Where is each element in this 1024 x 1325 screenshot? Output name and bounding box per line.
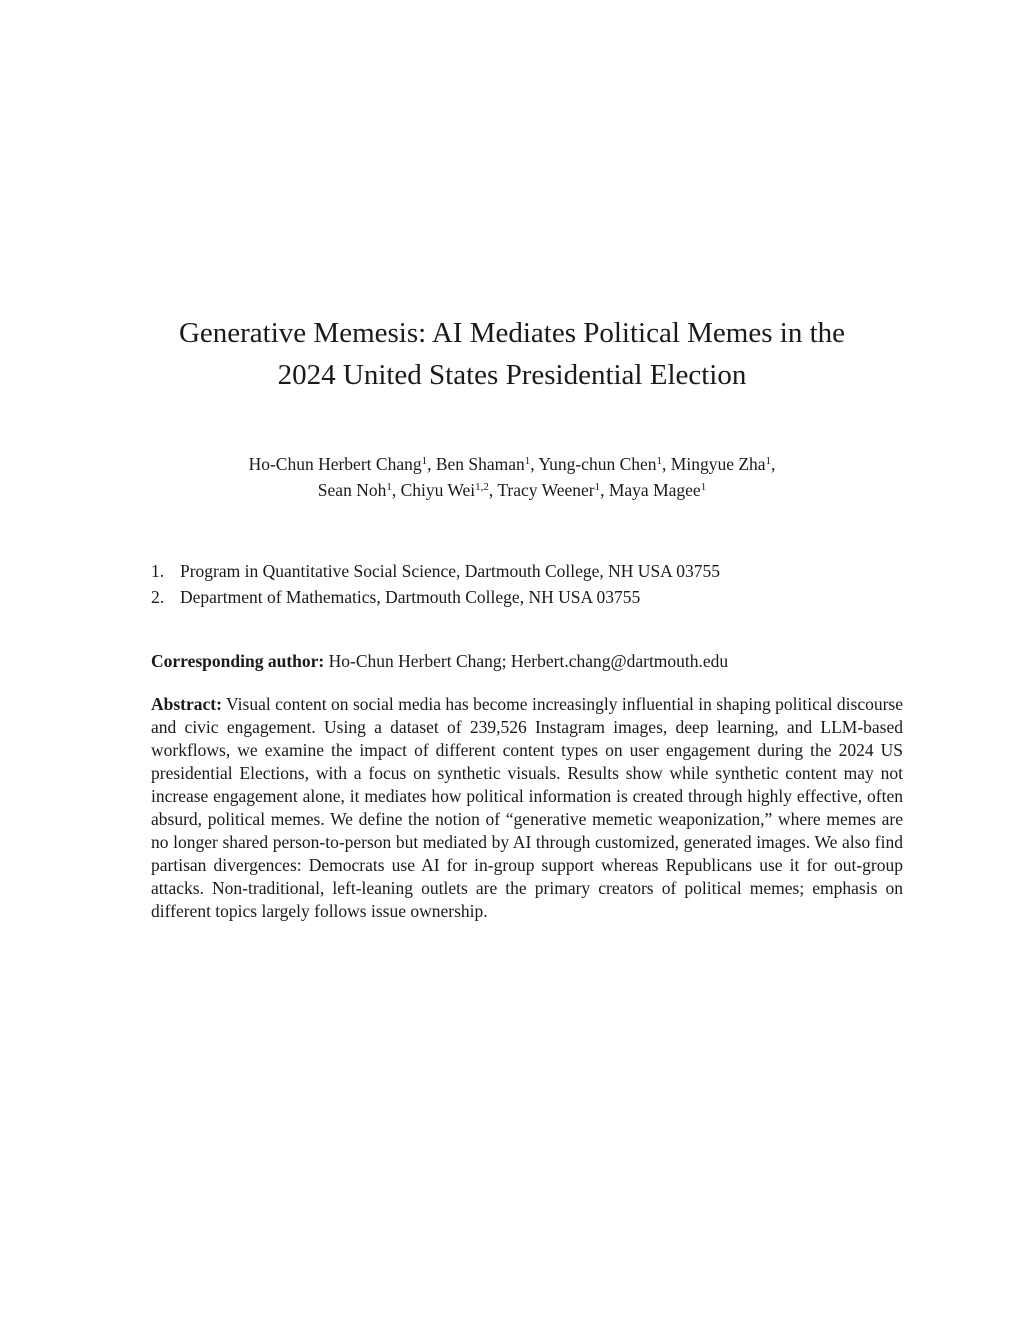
affiliation-list <box>151 558 911 610</box>
affiliation-number: 2. <box>151 587 165 607</box>
affiliation-text: Department of Mathematics, Dartmouth College, NH USA 03755 <box>180 587 641 607</box>
corresponding-author <box>151 648 911 674</box>
abstract <box>151 693 903 923</box>
paper-title <box>100 312 924 396</box>
author: Maya Magee$^1$ <box>608 480 707 500</box>
affiliation-text: Program in Quantitative Social Science, Dartmouth College, NH USA 03755 <box>180 561 720 581</box>
corresponding-author-text: Ho-Chun Herbert Chang; Herbert.chang@dartmouth.edu <box>324 651 729 671</box>
author: Chiyu Wei$^{1,2}$, <box>400 480 498 500</box>
abstract-text: Visual content on social media has become increasingly influential in shaping political discourse and civic engagement. Using a dataset of 239,526 Instagram images, deep learning, and LLM-based workflows, we examine the impact of different content types on user engagement during the 2024 US presidential Elections, with a focus on synthetic visuals. Results show while synthetic content may not increase engagement alone, it mediates how political information is created through highly effective, often absurd, political memes. We define the notion of “generative memetic weaponization,” where memes are no longer shared person-to-person but mediated by AI through customized, generated images. We also find partisan divergences: Democrats use AI for in-group support whereas Republicans use it for out-group attacks. Non-traditional, left-leaning outlets are the primary creators of political memes; emphasis on different topics largely follows issue ownership. <box>151 694 903 921</box>
author-line-1 <box>100 451 924 477</box>
affiliation-item <box>151 558 911 584</box>
author-line-2 <box>100 477 924 503</box>
author: Mingyue Zha$^1$, <box>670 454 776 474</box>
author: Ho-Chun Herbert Chang$^1$, <box>248 454 436 474</box>
affiliation-item <box>151 584 911 610</box>
corresponding-author-label: Corresponding author: <box>151 651 325 671</box>
abstract-label: Abstract: <box>151 694 222 714</box>
affiliation-number: 1. <box>151 561 165 581</box>
author-list <box>100 451 924 503</box>
author: Ben Shaman$^1$, <box>435 454 539 474</box>
author: Tracy Weener$^1$, <box>497 480 609 500</box>
title-line-2: 2024 United States Presidential Election <box>277 359 747 391</box>
author: Sean Noh$^1$, <box>317 480 401 500</box>
author: Yung-chun Chen$^1$, <box>538 454 671 474</box>
title-line-1: Generative Memesis: AI Mediates Political Memes in the <box>178 317 846 349</box>
